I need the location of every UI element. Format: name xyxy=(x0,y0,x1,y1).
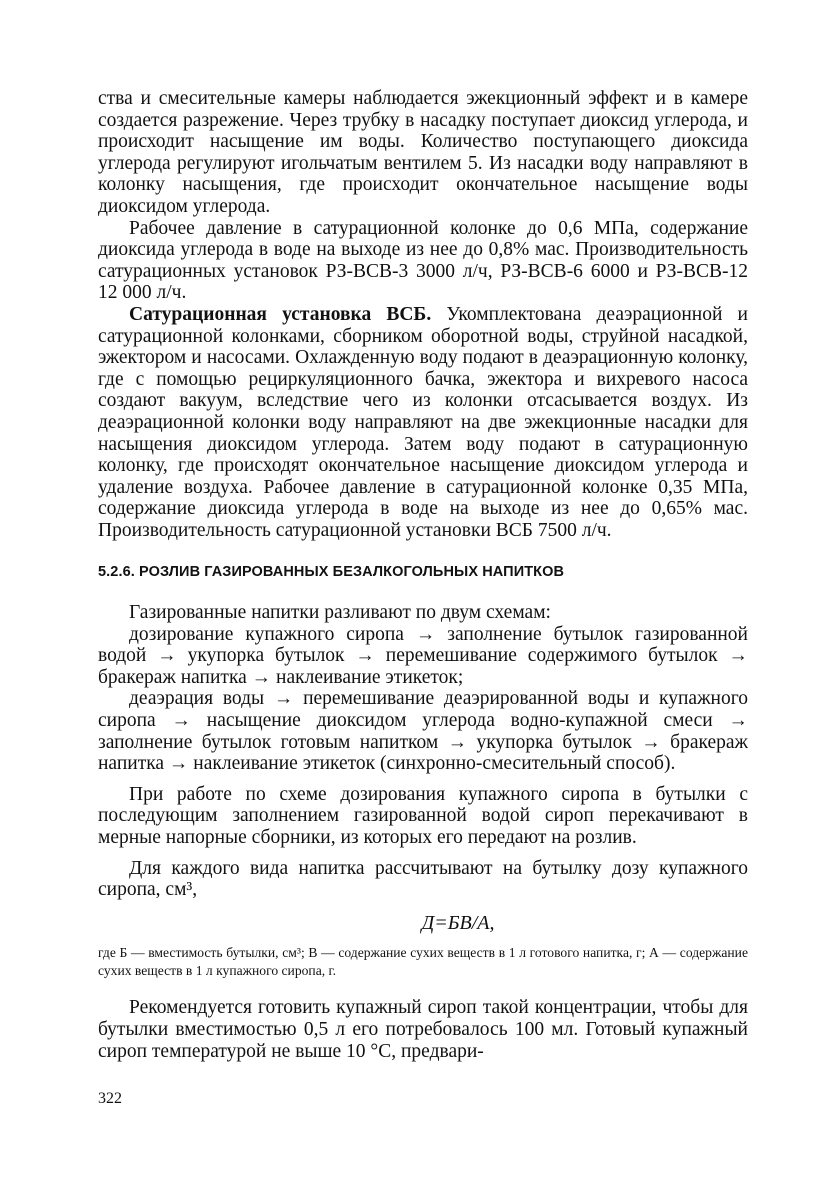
paragraph-continuation: ства и смесительные камеры наблюдается эжекционный эффект и в камере создается разрежение. Через трубку в насадку поступает диоксид углерода, и происходит насыщение им воды. Количество поступающего диоксида углерода регулируют игольчатым вентилем 5. Из насадки воду направляют в колонку насыщения, где происходит окончательное насыщение воды диоксидом углерода. xyxy=(98,88,748,217)
formula-legend: где Б — вместимость бутылки, см³; В — содержание сухих веществ в 1 л готового напитка, г; А — содержание сухих веществ в 1 л купажного сиропа, г. xyxy=(98,945,748,979)
paragraph-dosing-scheme: При работе по схеме дозирования купажного сиропа в бутылки с последующим заполнением газированной водой сироп перекачивают в мерные напорные сборники, из которых его передают на розлив. xyxy=(98,783,748,848)
paragraph-dose-intro: Для каждого вида напитка рассчитывают на бутылку дозу купажного сиропа, см³, xyxy=(98,857,748,901)
section-heading: 5.2.6. РОЗЛИВ ГАЗИРОВАННЫХ БЕЗАЛКОГОЛЬНЫХ НАПИТКОВ xyxy=(98,564,565,581)
page-body xyxy=(98,88,748,1062)
formula: Д=БВ/А, xyxy=(421,911,495,934)
scheme-item-2: деаэрация воды → перемешивание деаэрированной воды и купажного сиропа → насыщение диоксидом углерода водно-купажной смеси → заполнение бутылок готовым напитком → укупорка бутылок → бракераж напитка → наклеивание этикеток (синхронно-смесительный способ). xyxy=(98,688,748,775)
paragraph-text: Укомплектована деаэрационной и сатурационной колонками, сборником оборотной воды, струйной насадкой, эжектором и насосами. Охлажденную воду подают в деаэрационную колонку, где с помощью рециркуляционного бачка, эжектора и вихревого насоса создают вакуум, вследствие чего из колонки отсасывается воздух. Из деаэрационной колонки воду направляют на две эжекционные насадки для насыщения диоксидом углерода. Затем воду подают в сатурационную колонку, где происходят окончательное насыщение диоксидом углерода и удаление воздуха. Рабочее давление в сатурационной колонке 0,35 МПа, содержание диоксида углерода в воде на выходе из нее до 0,65% мас. Производительность сатурационной установки ВСБ 7500 л/ч. xyxy=(98,303,748,541)
page-number: 322 xyxy=(98,1090,122,1107)
paragraph-lead-title: Сатурационная установка ВСБ. xyxy=(129,303,432,325)
scheme-item-1: дозирование купажного сиропа → заполнение бутылок газированной водой → укупорка бутылок → перемешивание содержимого бутылок → бракераж напитка → наклеивание этикеток; xyxy=(98,623,748,688)
paragraph-working-pressure: Рабочее давление в сатурационной колонке до 0,6 МПа, содержание диоксида углерода в воде на выходе из нее до 0,8% мас. Производительность сатурационных установок РЗ-ВСВ-3 3000 л/ч, РЗ-ВСВ-6 6000 и РЗ-ВСВ-12 12 000 л/ч. xyxy=(98,217,748,304)
paragraph-schemes-intro: Газированные напитки разливают по двум схемам: xyxy=(129,602,551,624)
paragraph-recommendation: Рекомендуется готовить купажный сироп такой концентрации, чтобы для бутылки вместимостью 0,5 л его потребовалось 100 мл. Готовый купажный сироп температурой не выше 10 °С, предвари- xyxy=(98,997,748,1062)
paragraph-vsb-unit xyxy=(98,304,748,542)
